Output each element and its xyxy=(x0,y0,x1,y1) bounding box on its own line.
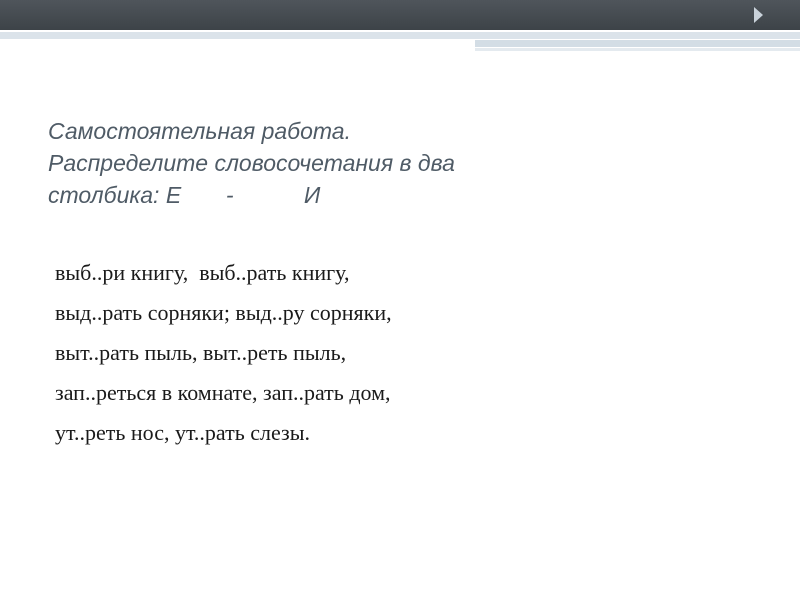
exercise-text xyxy=(55,253,755,453)
title-line-2: Распределите словосочетания в два xyxy=(48,150,455,176)
slide-title xyxy=(48,115,668,211)
decorative-stripe xyxy=(0,32,800,39)
exercise-line: выб..ри книгу, выб..рать книгу, xyxy=(55,260,350,285)
decorative-stripe-right xyxy=(475,40,800,47)
decorative-stripe-right-thin xyxy=(475,48,800,51)
triangle-arrow-icon xyxy=(754,7,763,23)
exercise-line: ут..реть нос, ут..рать слезы. xyxy=(55,420,311,445)
exercise-line: выд..рать сорняки; выд..ру сорняки, xyxy=(55,300,392,325)
header-bar xyxy=(0,0,800,30)
title-line-3: столбика: Е - И xyxy=(48,182,321,208)
exercise-line: зап..реться в комнате, зап..рать дом, xyxy=(55,380,391,405)
title-line-1: Самостоятельная работа. xyxy=(48,118,351,144)
exercise-line: выт..рать пыль, выт..реть пыль, xyxy=(55,340,347,365)
